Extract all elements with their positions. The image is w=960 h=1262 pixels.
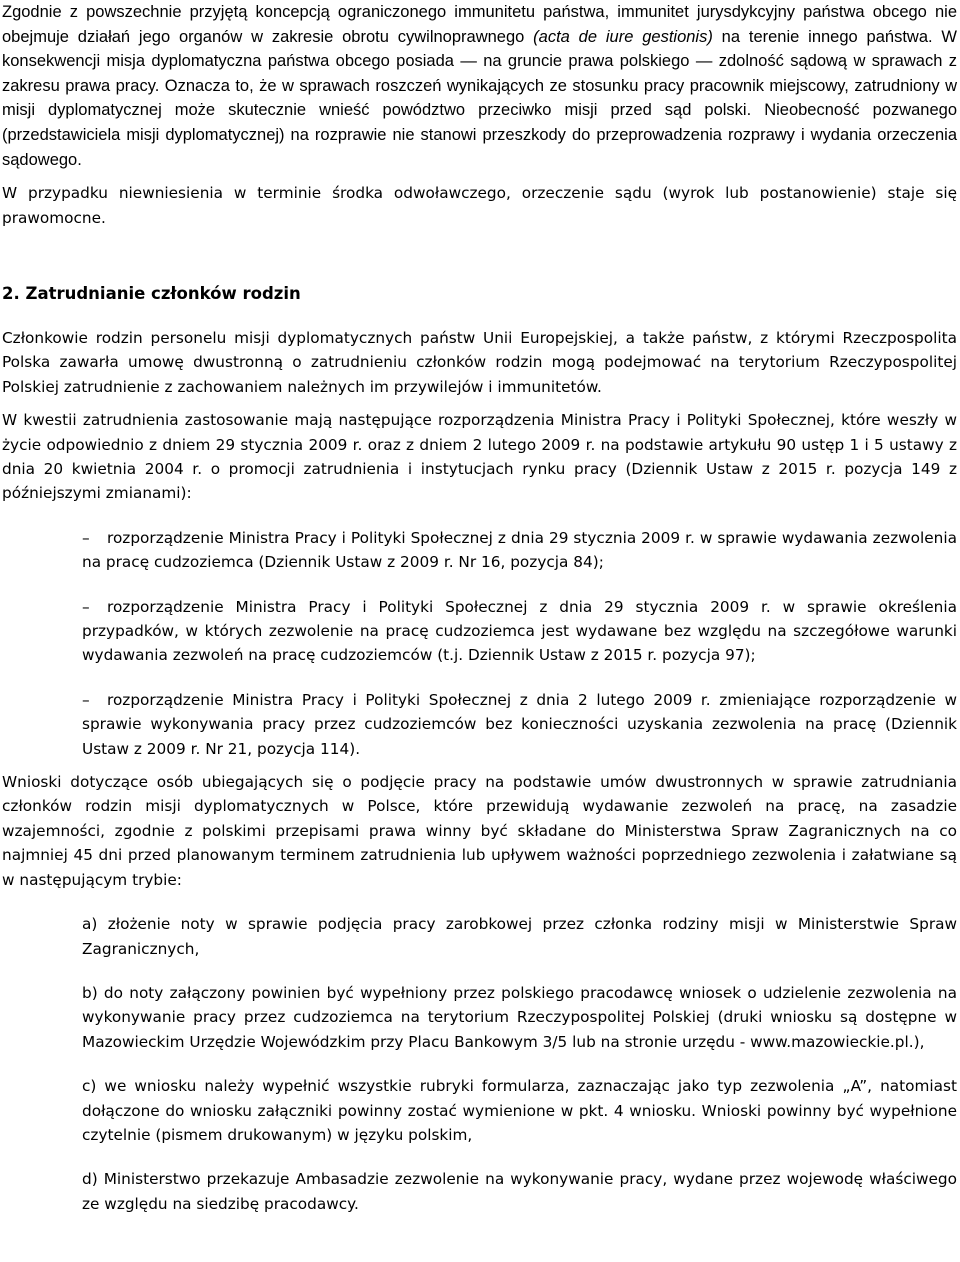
section-heading: 2. Zatrudnianie członków rodzin (2, 283, 301, 303)
list-item (82, 526, 957, 575)
list-item: c) we wniosku należy wypełnić wszystkie rubryki formularza, zaznaczając jako typ zezwolenia „A”, natomiast dołączone do wniosku załączniki powinny zostać wymienione w pkt. 4 wniosku. Wnioski powinny być wypełnione czytelnie (pismem drukowanym) w języku polskim, (82, 1077, 957, 1144)
list-item: b) do noty załączony powinien być wypełniony przez polskiego pracodawcę wniosek o udzielenie zezwolenia na wykonywanie pracy przez cudzoziemca na terytorium Rzeczypospolitej Polskiej (druki wniosku są dostępne w Mazowieckim Urzędzie Wojewódzkim przy Placu Bankowym 3/5 lub na stronie urzędu - www.mazowieckie.pl.), (82, 983, 957, 1051)
paragraph-immunity (2, 0, 957, 172)
list-item (82, 688, 957, 761)
list-item-text: rozporządzenie Ministra Pracy i Polityki Społecznej z dnia 29 stycznia 2009 r. w sprawie wydawania zezwolenia na pracę cudzoziemca (Dziennik Ustaw z 2009 r. Nr 16, pozycja 84); (82, 528, 957, 572)
list-item: a) złożenie noty w sprawie podjęcia pracy zarobkowej przez członka rodziny misji w Ministerstwie Spraw Zagranicznych, (82, 915, 957, 958)
list-item: d) Ministerstwo przekazuje Ambasadzie zezwolenie na wykonywanie pracy, wydane przez wojewodę właściwego ze względu na siedzibę pracodawcy. (82, 1170, 957, 1213)
paragraph-final-judgment: W przypadku niewniesienia w terminie środka odwoławczego, orzeczenie sądu (wyrok lub postanowienie) staje się prawomocne. (2, 184, 957, 227)
paragraph-family-members: Członkowie rodzin personelu misji dyplomatycznych państw Unii Europejskiej, a także państw, z którymi Rzeczpospolita Polska zawarła umowę dwustronną o zatrudnieniu członków rodzin mogą podejmować na terytorium Rzeczypospolitej Polskiej zatrudnienie z zachowaniem należnych im przywilejów i immunitetów. (2, 328, 957, 396)
dash-marker: – (82, 528, 90, 547)
dash-marker: – (82, 690, 90, 709)
list-item-text: rozporządzenie Ministra Pracy i Polityki Społecznej z dnia 29 stycznia 2009 r. w sprawie określenia przypadków, w których zezwolenie na pracę cudzoziemca jest wydawane bez względu na szczegółowe warunki wydawania zezwoleń na pracę cudzoziemców (t.j. Dziennik Ustaw z 2015 r. pozycja 97); (82, 597, 957, 665)
paragraph-applications: Wnioski dotyczące osób ubiegających się o podjęcie pracy na podstawie umów dwustronnych w sprawie zatrudniania członków rodzin misji dyplomatycznych w Polsce, które przewidują wydawanie zezwoleń na pracę, na zasadzie wzajemności, zgodnie z polskimi przepisami prawa winny być składane do Ministerstwa Spraw Zagranicznych na co najmniej 45 dni przed planowanym terminem zatrudnienia lub upływem ważności poprzedniego zezwolenia i załatwiane są w następującym trybie: (2, 773, 957, 889)
paragraph-immunity-italic: (acta de iure gestionis) (533, 27, 713, 46)
dash-marker: – (82, 597, 90, 616)
paragraph-regulations: W kwestii zatrudnienia zastosowanie mają następujące rozporządzenia Ministra Pracy i Polityki Społecznej, które weszły w życie odpowiednio z dniem 29 stycznia 2009 r. oraz z dniem 2 lutego 2009 r. na podstawie artykułu 90 ustęp 1 i 5 ustawy z dnia 20 kwietnia 2004 r. o promocji zatrudnienia i instytucjach rynku pracy (Dziennik Ustaw z 2015 r. pozycja 149 z późniejszymi zmianami): (2, 411, 957, 503)
paragraph-immunity-text-a: Zgodnie z powszechnie przyjętą koncepcją ograniczonego immunitetu państwa, immunitet jurysdykcyjny państwa obcego nie obejmuje działań jego organów w zakresie obrotu cywilnoprawnego (2, 3, 957, 46)
list-item (82, 595, 957, 668)
list-item-text: rozporządzenie Ministra Pracy i Polityki Społecznej z dnia 2 lutego 2009 r. zmieniające rozporządzenie w sprawie wykonywania pracy przez cudzoziemców bez konieczności uzyskania zezwolenia na pracę (Dziennik Ustaw z 2009 r. Nr 21, pozycja 114). (82, 690, 957, 758)
paragraph-immunity-text-b: na terenie innego państwa. W konsekwencji misja dyplomatyczna państwa obcego posiada — na gruncie prawa polskiego — zdolność sądową w sprawach z zakresu prawa pracy. Oznacza to, że w sprawach roszczeń wynikających ze stosunku pracy pracownik miejscowy, zatrudniony w misji dyplomatycznej może skutecznie wnieść powództwo przeciwko misji przed sąd polski. Nieobecność pozwanego (przedstawiciela misji dyplomatycznej) na rozprawie nie stanowi przeszkody do przeprowadzenia rozprawy i wydania orzeczenia sądowego. (2, 27, 958, 169)
